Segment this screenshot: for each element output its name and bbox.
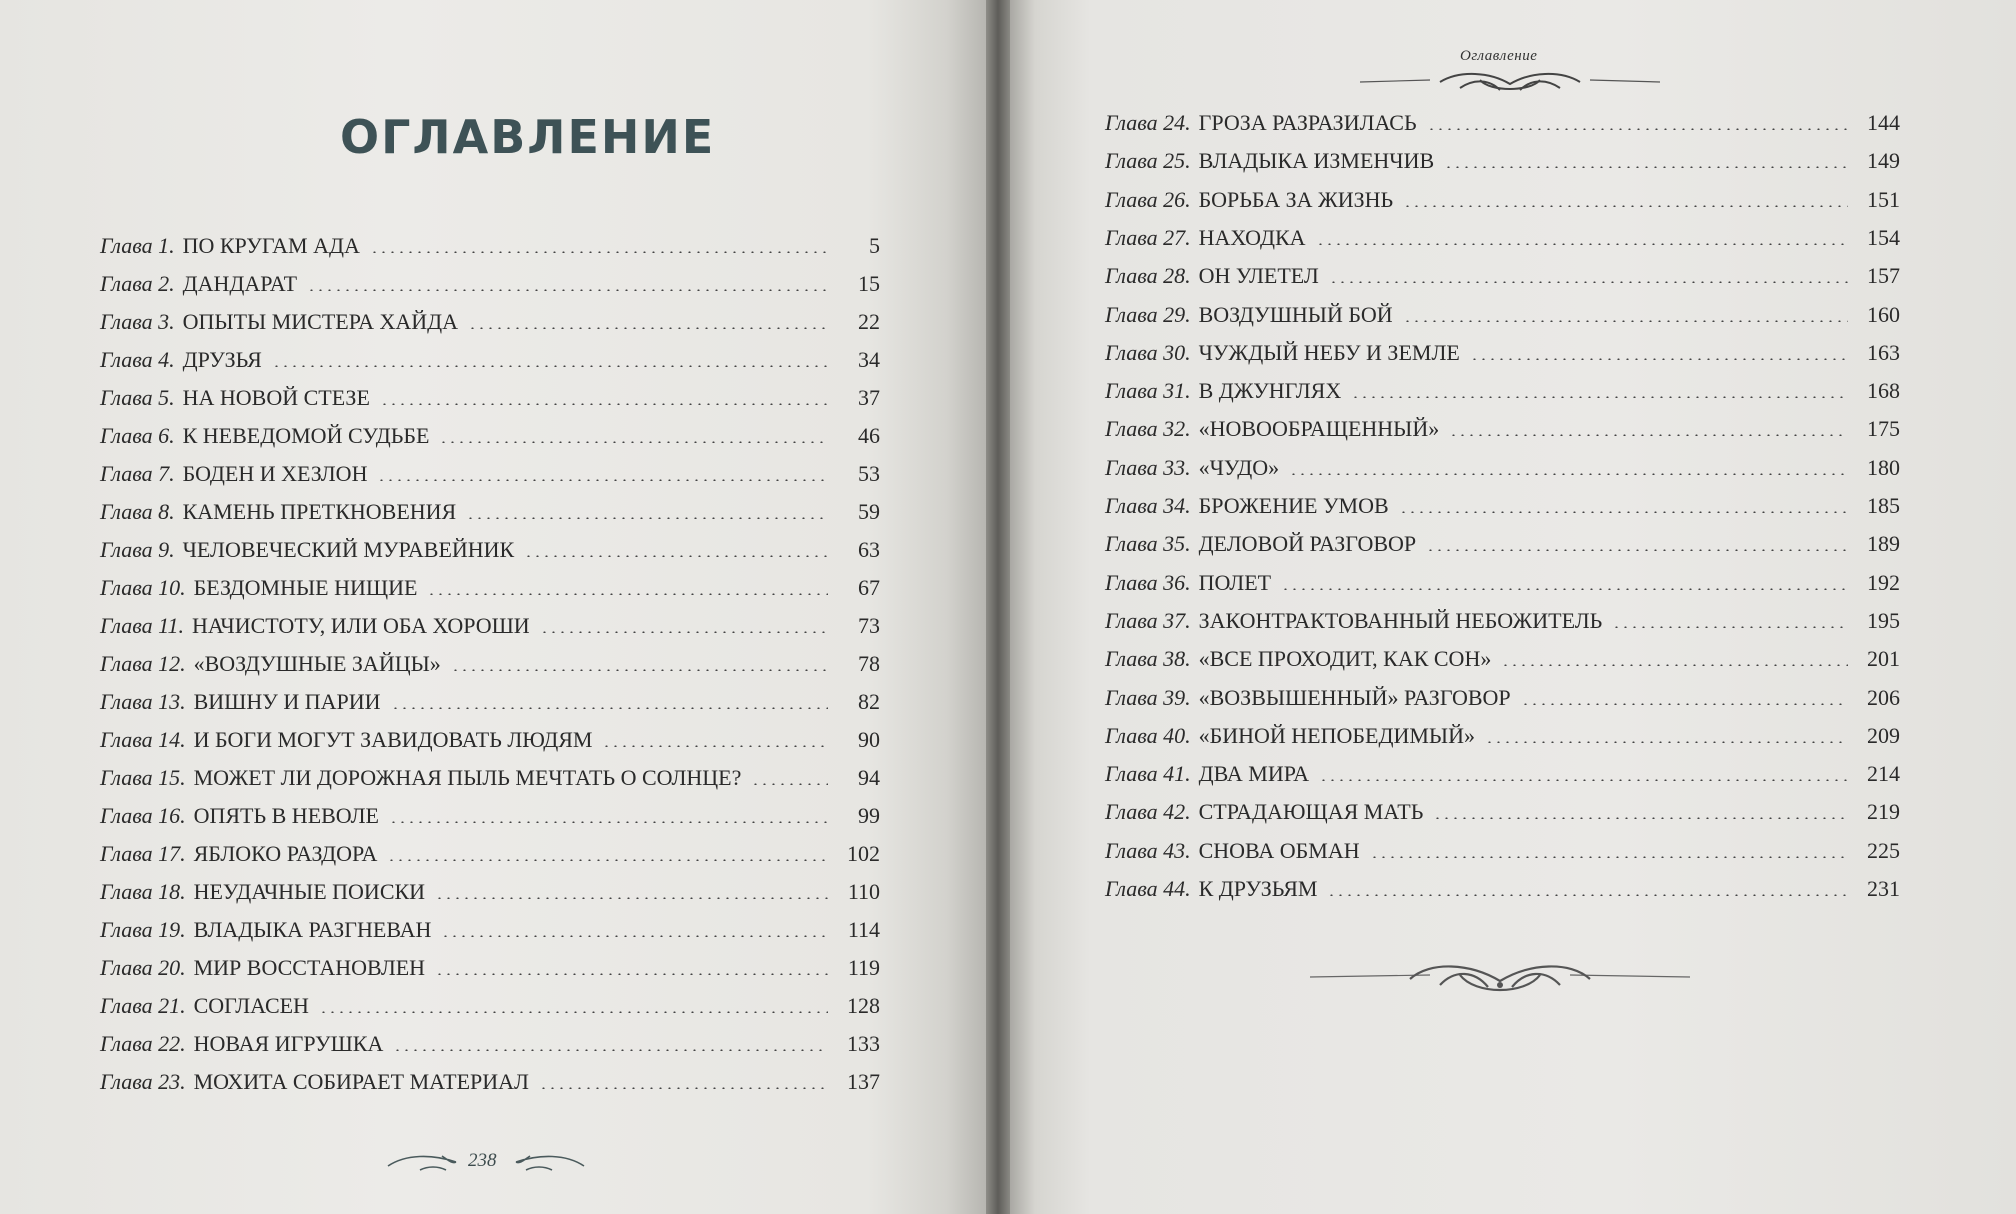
dot-leader: [389, 821, 828, 823]
dot-leader: [439, 441, 828, 443]
page-number-ref: 110: [847, 879, 880, 904]
dot-leader: [1351, 396, 1848, 398]
toc-entry: [100, 953, 880, 983]
toc-entry: [100, 611, 880, 641]
chapter-label: Глава 18.: [100, 879, 186, 904]
toc-entry: [100, 991, 880, 1021]
chapter-label: Глава 32.: [1105, 416, 1191, 442]
toc-entry: [100, 231, 880, 261]
chapter-title: МИР ВОССТАНОВЛЕН: [193, 955, 426, 980]
toc-entry: [1105, 300, 1900, 330]
chapter-label: Глава 27.: [1105, 224, 1191, 250]
dot-leader: [466, 517, 828, 519]
toc-entry: [1105, 185, 1900, 215]
page-number-ref: 67: [858, 575, 880, 600]
dot-leader: [377, 479, 828, 481]
toc-entry: [1105, 797, 1900, 827]
page-number-ref: 157: [1867, 263, 1900, 289]
dot-leader: [1501, 664, 1848, 666]
toc-entry: [1105, 146, 1900, 176]
toc-entry: [100, 573, 880, 603]
toc-entry: [1105, 376, 1900, 406]
dot-leader: [393, 1049, 828, 1051]
chapter-title: ДАНДАРАТ: [182, 271, 298, 296]
toc-entry: [1105, 261, 1900, 291]
chapter-label: Глава 21.: [100, 993, 186, 1018]
dot-leader: [1289, 473, 1848, 475]
toc-entry: [100, 877, 880, 907]
page-number-ref: 144: [1867, 110, 1900, 135]
dot-leader: [319, 1011, 828, 1013]
chapter-label: Глава 33.: [1105, 454, 1191, 480]
chapter-label: Глава 20.: [100, 955, 186, 980]
chapter-label: Глава 22.: [100, 1031, 186, 1056]
chapter-label: Глава 42.: [1105, 799, 1191, 825]
page-number-ref: 180: [1867, 454, 1900, 480]
page-number-ref: 201: [1867, 646, 1900, 672]
toc-entry: [100, 649, 880, 679]
toc-entry: [100, 1067, 880, 1097]
chapter-title: ОПЫТЫ МИСТЕРА ХАЙДА: [182, 309, 459, 334]
page-number-ref: 46: [858, 423, 880, 448]
dot-leader: [468, 327, 828, 329]
chapter-label: Глава 12.: [100, 651, 186, 676]
toc-entry: [100, 535, 880, 565]
page-number-ref: 82: [858, 689, 880, 714]
chapter-title: ДВА МИРА: [1198, 761, 1310, 787]
page-number-ref: 149: [1867, 148, 1900, 174]
chapter-title: БРОЖЕНИЕ УМОВ: [1198, 493, 1389, 518]
chapter-label: Глава 35.: [1105, 531, 1191, 557]
page-number-ref: 114: [847, 917, 880, 942]
chapter-title: ЧЕЛОВЕЧЕСКИЙ МУРАВЕЙНИК: [182, 537, 515, 562]
book-gutter: [986, 0, 1010, 1214]
chapter-title: НЕУДАЧНЫЕ ПОИСКИ: [193, 879, 426, 904]
chapter-title: ВЛАДЫКА РАЗГНЕВАН: [193, 917, 432, 942]
dot-leader: [272, 365, 828, 367]
chapter-label: Глава 13.: [100, 689, 186, 714]
toc-entry: [1105, 529, 1900, 559]
toc-entry: [100, 915, 880, 945]
end-flourish-icon: [1310, 955, 1690, 1005]
toc-entry: [1105, 683, 1900, 713]
page-number-ref: 160: [1867, 301, 1900, 327]
dot-leader: [540, 631, 828, 633]
chapter-title: БОДЕН И ХЕЗЛОН: [182, 461, 368, 486]
toc-entry: [1105, 453, 1900, 483]
page-number-ref: 214: [1867, 761, 1900, 787]
page-number-ref: 15: [858, 271, 880, 296]
chapter-title: БЕЗДОМНЫЕ НИЩИЕ: [193, 575, 418, 600]
chapter-label: Глава 26.: [1105, 186, 1191, 212]
dot-leader: [1281, 588, 1848, 590]
chapter-label: Глава 30.: [1105, 339, 1191, 365]
page-number-ref: 73: [858, 613, 880, 638]
chapter-label: Глава 3.: [100, 309, 175, 334]
dot-leader: [1370, 856, 1848, 858]
toc-entry: [1105, 606, 1900, 636]
page-number-ref: 231: [1867, 876, 1900, 901]
chapter-label: Глава 9.: [100, 537, 175, 562]
page-number-ref: 185: [1867, 493, 1900, 518]
chapter-label: Глава 15.: [100, 765, 186, 790]
chapter-label: Глава 38.: [1105, 646, 1191, 672]
dot-leader: [391, 707, 828, 709]
toc-entry: [1105, 491, 1900, 521]
toc-entry: [100, 687, 880, 717]
chapter-label: Глава 10.: [100, 575, 186, 600]
page-number-ref: 99: [858, 803, 880, 828]
dot-leader: [1427, 128, 1848, 130]
dot-leader: [1399, 511, 1848, 513]
toc-entry: [100, 459, 880, 489]
chapter-title: ВИШНУ И ПАРИИ: [193, 689, 381, 714]
chapter-title: СНОВА ОБМАН: [1198, 837, 1360, 863]
toc-entry: [100, 801, 880, 831]
dot-leader: [1521, 703, 1848, 705]
toc-entry: [1105, 223, 1900, 253]
toc-entry: [100, 307, 880, 337]
dot-leader: [427, 593, 828, 595]
header-flourish-icon: [1360, 64, 1660, 100]
dot-leader: [451, 669, 828, 671]
chapter-title: К НЕВЕДОМОЙ СУДЬБЕ: [182, 423, 430, 448]
dot-leader: [1316, 243, 1848, 245]
chapter-label: Глава 23.: [100, 1069, 186, 1094]
page-number-ref: 163: [1867, 339, 1900, 365]
chapter-label: Глава 1.: [100, 233, 175, 258]
dot-leader: [1444, 166, 1848, 168]
chapter-title: ПО КРУГАМ АДА: [182, 233, 360, 258]
page-number-ref: 34: [858, 347, 880, 372]
right-page: [1010, 0, 2016, 1214]
page-number-ref: 175: [1867, 416, 1900, 442]
toc-entry: [100, 421, 880, 451]
dot-leader: [1329, 281, 1848, 283]
chapter-label: Глава 31.: [1105, 378, 1191, 404]
chapter-label: Глава 44.: [1105, 876, 1191, 901]
dot-leader: [524, 555, 828, 557]
chapter-title: СОГЛАСЕН: [193, 993, 309, 1018]
chapter-title: ВЛАДЫКА ИЗМЕНЧИВ: [1198, 148, 1435, 174]
page-number-ref: 209: [1867, 722, 1900, 748]
chapter-title: В ДЖУНГЛЯХ: [1198, 378, 1342, 404]
dot-leader: [1327, 894, 1848, 896]
chapter-label: Глава 2.: [100, 271, 175, 296]
page-number-ref: 151: [1867, 186, 1900, 212]
chapter-label: Глава 25.: [1105, 148, 1191, 174]
dot-leader: [751, 783, 828, 785]
chapter-title: МОЖЕТ ЛИ ДОРОЖНАЯ ПЫЛЬ МЕЧТАТЬ О СОЛНЦЕ?: [193, 765, 742, 790]
chapter-title: БОРЬБА ЗА ЖИЗНЬ: [1198, 186, 1394, 212]
dot-leader: [1433, 817, 1848, 819]
dot-leader: [435, 973, 828, 975]
chapter-label: Глава 43.: [1105, 837, 1191, 863]
dot-leader: [1612, 626, 1848, 628]
left-page: [0, 0, 986, 1214]
toc-entry: [1105, 721, 1900, 751]
toc-entry: [100, 345, 880, 375]
dot-leader: [1449, 434, 1848, 436]
dot-leader: [1403, 320, 1848, 322]
chapter-title: ДРУЗЬЯ: [182, 347, 262, 372]
toc-entry: [1105, 108, 1900, 138]
page-number-ref: 53: [858, 461, 880, 486]
toc-entry: [1105, 874, 1900, 904]
chapter-label: Глава 5.: [100, 385, 175, 410]
chapter-label: Глава 16.: [100, 803, 186, 828]
chapter-title: «ЧУДО»: [1198, 454, 1280, 480]
chapter-label: Глава 29.: [1105, 301, 1191, 327]
chapter-title: ЧУЖДЫЙ НЕБУ И ЗЕМЛЕ: [1198, 339, 1460, 365]
chapter-title: ОН УЛЕТЕЛ: [1198, 263, 1319, 289]
chapter-label: Глава 8.: [100, 499, 175, 524]
chapter-title: «ВОЗДУШНЫЕ ЗАЙЦЫ»: [193, 651, 441, 676]
page-number-ref: 37: [858, 385, 880, 410]
chapter-label: Глава 4.: [100, 347, 175, 372]
chapter-title: НАХОДКА: [1198, 224, 1306, 250]
toc-entry: [100, 497, 880, 527]
dot-leader: [370, 251, 828, 253]
page-number-ref: 90: [858, 727, 880, 752]
page-number-ref: 59: [858, 499, 880, 524]
chapter-title: ГРОЗА РАЗРАЗИЛАСЬ: [1198, 110, 1417, 135]
page-number-ref: 195: [1867, 607, 1900, 633]
page-number-ref: 137: [847, 1069, 880, 1094]
toc-entry: [1105, 568, 1900, 598]
page-number-ref: 5: [869, 233, 880, 258]
toc-entry: [100, 269, 880, 299]
dot-leader: [1485, 741, 1848, 743]
chapter-label: Глава 39.: [1105, 684, 1191, 710]
page-number-ref: 225: [1867, 837, 1900, 863]
page-number-ref: 219: [1867, 799, 1900, 825]
chapter-title: ВОЗДУШНЫЙ БОЙ: [1198, 301, 1393, 327]
page-number-ref: 102: [847, 841, 880, 866]
chapter-title: ДЕЛОВОЙ РАЗГОВОР: [1198, 531, 1417, 557]
page-number-ref: 78: [858, 651, 880, 676]
page-number-ref: 133: [847, 1031, 880, 1056]
chapter-title: ЗАКОНТРАКТОВАННЫЙ НЕБОЖИТЕЛЬ: [1198, 607, 1603, 633]
page-number-ref: 192: [1867, 569, 1900, 595]
chapter-label: Глава 40.: [1105, 722, 1191, 748]
toc-entry: [100, 383, 880, 413]
chapter-label: Глава 11.: [100, 613, 184, 638]
page-number-ref: 119: [847, 955, 880, 980]
toc-entry: [1105, 338, 1900, 368]
chapter-title: «ВСЕ ПРОХОДИТ, КАК СОН»: [1198, 646, 1492, 672]
dot-leader: [380, 403, 828, 405]
chapter-title: ОПЯТЬ В НЕВОЛЕ: [193, 803, 379, 828]
toc-entry: [1105, 644, 1900, 674]
toc-entry: [100, 839, 880, 869]
chapter-label: Глава 41.: [1105, 761, 1191, 787]
chapter-title: НА НОВОЙ СТЕЗЕ: [182, 385, 370, 410]
chapter-label: Глава 36.: [1105, 569, 1191, 595]
page-number-ref: 22: [858, 309, 880, 334]
toc-entry: [1105, 414, 1900, 444]
page-number-ref: 206: [1867, 684, 1900, 710]
chapter-label: Глава 34.: [1105, 493, 1191, 518]
chapter-title: К ДРУЗЬЯМ: [1198, 876, 1318, 901]
chapter-title: НОВАЯ ИГРУШКА: [193, 1031, 384, 1056]
page-number: 238: [468, 1150, 497, 1171]
chapter-title: «ВОЗВЫШЕННЫЙ» РАЗГОВОР: [1198, 684, 1511, 710]
chapter-title: КАМЕНЬ ПРЕТКНОВЕНИЯ: [182, 499, 457, 524]
chapter-label: Глава 19.: [100, 917, 186, 942]
toc-entry: [100, 763, 880, 793]
dot-leader: [1470, 358, 1848, 360]
dot-leader: [435, 897, 828, 899]
chapter-title: СТРАДАЮЩАЯ МАТЬ: [1198, 799, 1424, 825]
chapter-title: НАЧИСТОТУ, ИЛИ ОБА ХОРОШИ: [191, 613, 530, 638]
page-heading: ОГЛАВЛЕНИЕ: [340, 110, 716, 164]
footer-flourish-right-icon: [510, 1150, 586, 1176]
chapter-label: Глава 7.: [100, 461, 175, 486]
page-number-ref: 189: [1867, 531, 1900, 557]
chapter-title: МОХИТА СОБИРАЕТ МАТЕРИАЛ: [193, 1069, 529, 1094]
chapter-title: «БИНОЙ НЕПОБЕДИМЫЙ»: [1198, 722, 1475, 748]
page-number-ref: 154: [1867, 224, 1900, 250]
page-number-ref: 63: [858, 537, 880, 562]
dot-leader: [602, 745, 828, 747]
chapter-label: Глава 17.: [100, 841, 186, 866]
dot-leader: [307, 289, 828, 291]
page-number-ref: 128: [847, 993, 880, 1018]
toc-entry: [1105, 836, 1900, 866]
toc-entry: [100, 725, 880, 755]
dot-leader: [1319, 779, 1848, 781]
chapter-title: «НОВООБРАЩЕННЫЙ»: [1198, 416, 1440, 442]
chapter-label: Глава 6.: [100, 423, 175, 448]
dot-leader: [441, 935, 828, 937]
dot-leader: [539, 1087, 828, 1089]
chapter-title: ПОЛЕТ: [1198, 569, 1272, 595]
toc-entry: [1105, 759, 1900, 789]
chapter-title: ЯБЛОКО РАЗДОРА: [193, 841, 378, 866]
chapter-title: И БОГИ МОГУТ ЗАВИДОВАТЬ ЛЮДЯМ: [193, 727, 593, 752]
running-head: Оглавление: [1460, 48, 1538, 64]
chapter-label: Глава 28.: [1105, 263, 1191, 289]
chapter-label: Глава 24.: [1105, 110, 1191, 135]
page-number-ref: 168: [1867, 378, 1900, 404]
dot-leader: [1403, 205, 1848, 207]
chapter-label: Глава 14.: [100, 727, 186, 752]
dot-leader: [1426, 549, 1848, 551]
toc-entry: [100, 1029, 880, 1059]
chapter-label: Глава 37.: [1105, 607, 1191, 633]
page-number-ref: 94: [858, 765, 880, 790]
footer-flourish-left-icon: [386, 1150, 462, 1176]
dot-leader: [387, 859, 828, 861]
